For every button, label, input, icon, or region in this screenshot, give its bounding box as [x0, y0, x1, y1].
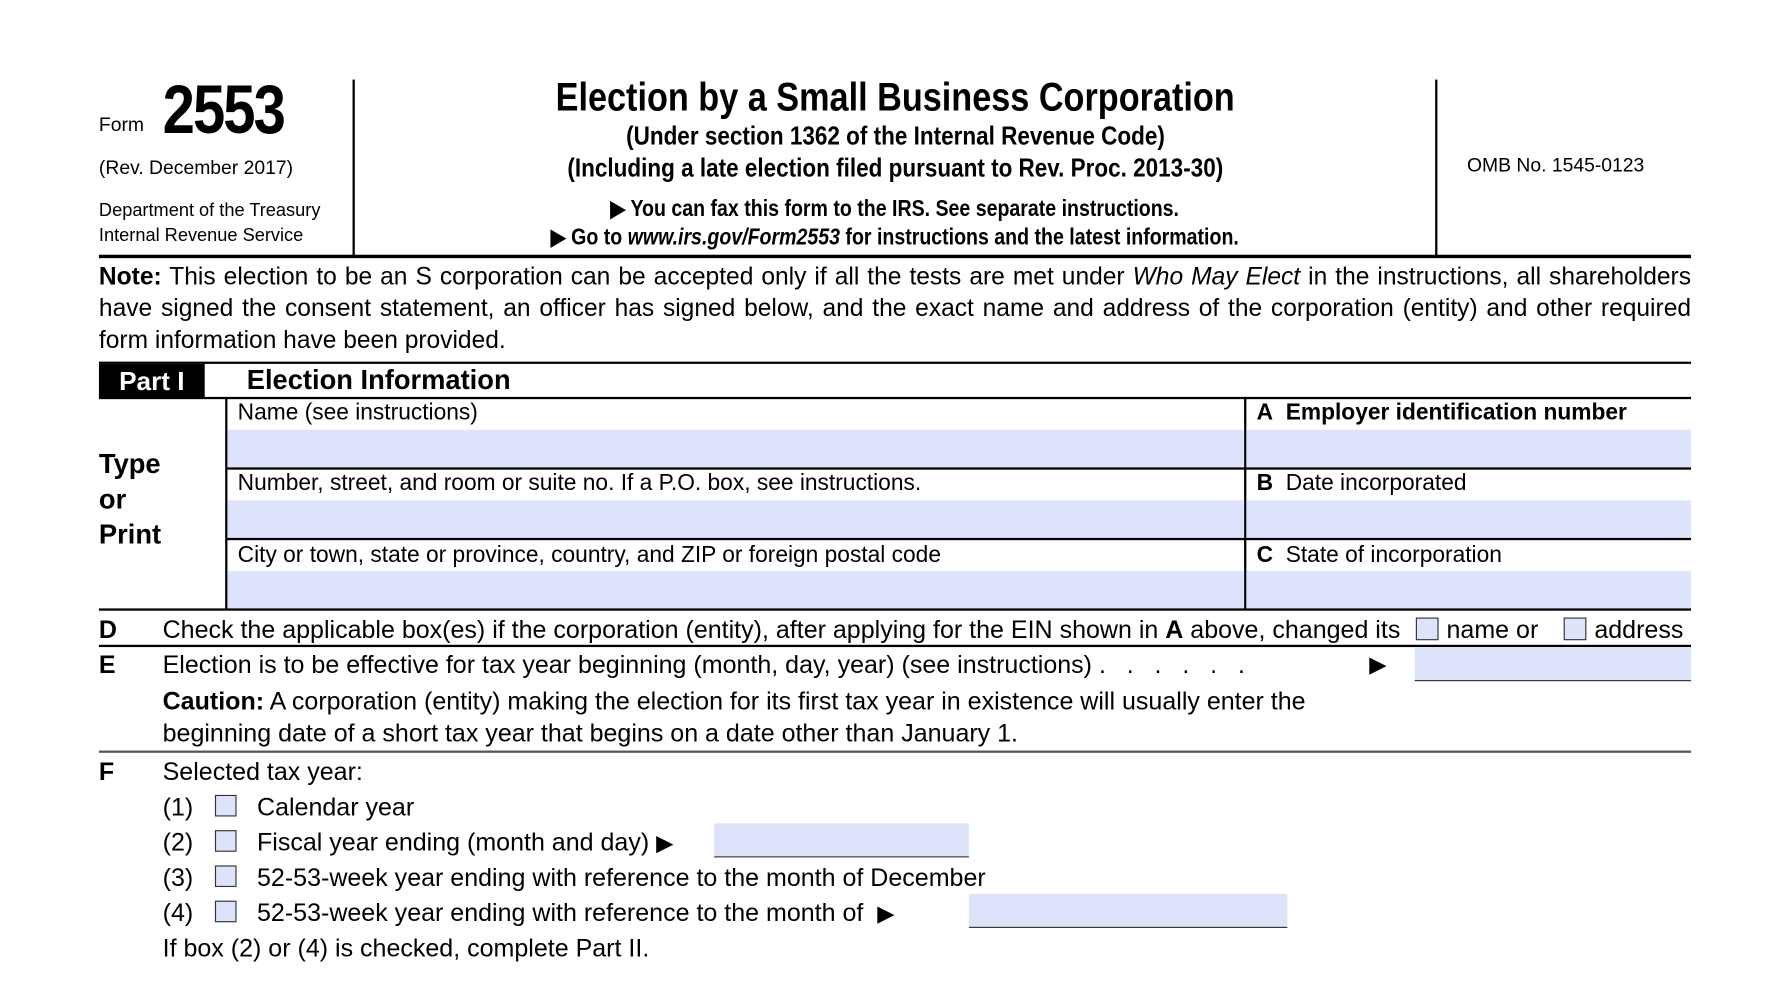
line-d-letter: D	[98, 615, 118, 644]
option-1-number: (1)	[162, 792, 194, 822]
street-input[interactable]	[227, 500, 1244, 538]
week-month-input[interactable]	[969, 894, 1287, 928]
goto-prefix: Go to	[571, 225, 628, 251]
option-2-number: (2)	[162, 827, 194, 857]
or-label: or	[98, 484, 127, 516]
subtitle-2-text: (Including a late election filed pursuant to Rev. Proc. 2013-30)	[567, 152, 1223, 182]
fax-note-text: You can fax this form to the IRS. See separate instructions.	[630, 196, 1180, 222]
state-inc-label-text: State of incorporation	[1285, 542, 1502, 568]
ein-label	[1257, 400, 1627, 426]
form-title	[354, 75, 1437, 120]
goto-note	[354, 223, 1437, 251]
caution-label: Caution:	[162, 686, 265, 716]
ein-letter: A	[1256, 400, 1274, 426]
option-3-number: (3)	[162, 863, 194, 892]
note-text-1: This election to be an S corporation can be accepted only if all the tests are met under	[161, 261, 1133, 290]
note-text-2: in the instructions, all shareholders have signed the consent statement, an officer has signed below, and the exact name and address of the corporation (entity) and other required form information have been provided.	[98, 261, 1692, 354]
line-e-letter: E	[98, 650, 116, 679]
address-changed-label: address	[1594, 615, 1684, 644]
d-bold: A	[1165, 615, 1184, 644]
line-d-text	[163, 615, 1401, 645]
header-bottom-rule	[99, 255, 1691, 258]
option-4-number: (4)	[162, 898, 194, 927]
arrow-right-icon: ▶	[550, 225, 572, 251]
d-text-before: Check the applicable box(es) if the corporation (entity), after applying for the EIN shown in	[162, 615, 1166, 644]
option-2-label	[257, 828, 674, 858]
form-number-text: 2553	[162, 71, 284, 148]
caution-text-1: A corporation (entity) making the election for its first tax year in existence will usually enter the	[264, 686, 1306, 716]
week-december-checkbox[interactable]	[215, 865, 237, 887]
line-e-text: Election is to be effective for tax year beginning (month, day, year) (see instructions) . . . . . .	[162, 650, 1245, 679]
caution-line-2: beginning date of a short tax year that begins on a date other than January 1.	[162, 718, 1019, 748]
ein-input[interactable]	[1246, 430, 1691, 468]
caution-line-1	[163, 687, 1306, 717]
effective-date-input[interactable]	[1415, 647, 1691, 681]
goto-suffix: for instructions and the latest information.	[840, 225, 1240, 251]
option-4-text: 52-53-week year ending with reference to the month of	[257, 898, 864, 927]
line-f-letter: F	[98, 757, 115, 786]
omb-number: OMB No. 1545-0123	[1466, 154, 1645, 177]
print-label: Print	[98, 519, 162, 551]
name-changed-checkbox[interactable]	[1416, 617, 1439, 640]
street-label: Number, street, and room or suite no. If a P.O. box, see instructions.	[237, 470, 922, 496]
state-incorporation-label	[1257, 542, 1502, 568]
line-f-footer: If box (2) or (4) is checked, complete Part II.	[162, 933, 650, 963]
fax-note	[354, 194, 1437, 222]
irs-url-link[interactable]: www.irs.gov/Form2553	[627, 225, 841, 251]
form-number	[163, 71, 306, 149]
part1-badge: Part I	[99, 364, 205, 398]
line-f-label: Selected tax year:	[162, 757, 363, 786]
form-subtitle-2	[354, 152, 1437, 183]
part1-title: Election Information	[246, 365, 511, 396]
agency: Internal Revenue Service	[98, 226, 304, 246]
address-block-bottom-rule	[99, 608, 1691, 610]
arrow-right-icon: ▶	[656, 831, 674, 857]
date-inc-label-text: Date incorporated	[1285, 470, 1467, 496]
note-italic: Who May Elect	[1132, 261, 1301, 290]
date-incorporated-label	[1257, 471, 1467, 497]
form-subtitle-1	[354, 121, 1437, 152]
note-paragraph	[99, 260, 1691, 356]
fiscal-year-checkbox[interactable]	[215, 830, 237, 852]
note-label: Note:	[98, 261, 162, 290]
state-inc-letter: C	[1256, 542, 1274, 568]
address-changed-checkbox[interactable]	[1564, 617, 1587, 640]
date-incorporated-input[interactable]	[1246, 500, 1691, 538]
form-title-text: Election by a Small Business Corporation	[555, 75, 1235, 120]
line-e-rule	[99, 751, 1691, 753]
calendar-year-checkbox[interactable]	[215, 795, 237, 817]
date-inc-letter: B	[1256, 470, 1274, 496]
revision-date: (Rev. December 2017)	[98, 156, 294, 179]
d-text-after: above, changed its	[1183, 615, 1401, 644]
arrow-right-icon: ▶	[1369, 652, 1387, 678]
type-label: Type	[98, 449, 161, 480]
ein-label-text: Employer identification number	[1285, 400, 1627, 426]
option-2-text: Fiscal year ending (month and day)	[257, 827, 650, 857]
type-or-print-label	[99, 447, 161, 553]
row-rule-2	[226, 538, 1691, 540]
arrow-right-icon: ▶	[877, 901, 895, 927]
city-input[interactable]	[227, 571, 1244, 609]
subtitle-1-text: (Under section 1362 of the Internal Revenue Code)	[625, 120, 1165, 151]
option-3-label: 52-53-week year ending with reference to the month of December	[257, 863, 986, 892]
arrow-right-icon: ▶	[610, 196, 631, 222]
week-month-checkbox[interactable]	[215, 901, 237, 923]
name-changed-label: name or	[1446, 615, 1539, 644]
option-4-label	[257, 898, 895, 928]
state-incorporation-input[interactable]	[1246, 571, 1691, 609]
form-label: Form	[98, 113, 145, 136]
name-label: Name (see instructions)	[237, 400, 478, 426]
option-1-label: Calendar year	[257, 792, 415, 822]
name-input[interactable]	[227, 430, 1244, 468]
row-rule-1	[226, 467, 1691, 469]
fiscal-year-end-input[interactable]	[714, 823, 969, 857]
part1-title-rule	[99, 397, 1691, 399]
department: Department of the Treasury	[98, 201, 321, 221]
city-label: City or town, state or province, country, and ZIP or foreign postal code	[237, 542, 941, 568]
